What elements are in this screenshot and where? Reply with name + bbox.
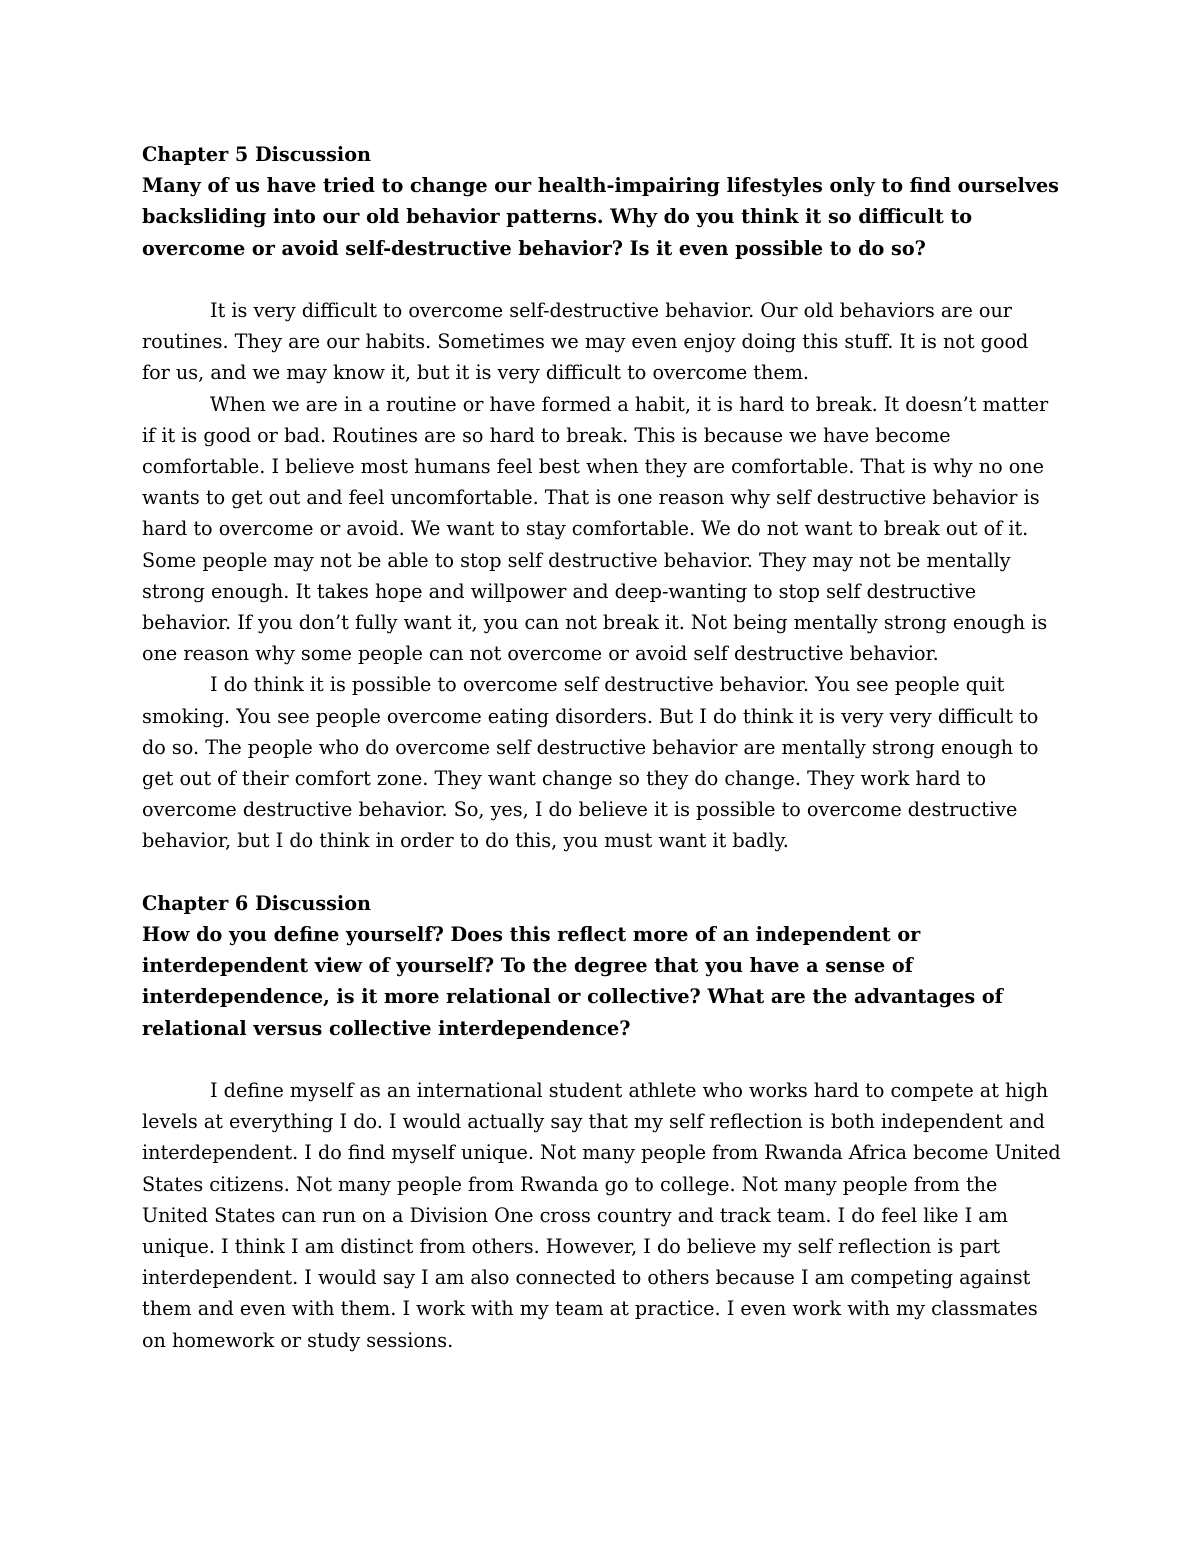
chapter-5-section <box>142 139 1062 857</box>
chapter-6-prompt: How do you define yourself? Does this reflect more of an independent or interdependent view of yourself? To the degree that you have a sense of interdependence, is it more relational or collective? What are the advantages of relational versus collective interdependence? <box>142 923 1003 1040</box>
section-spacer <box>142 857 1062 888</box>
chapter-6-section <box>142 888 1062 1356</box>
chapter-5-heading: Chapter 5 Discussion <box>142 143 371 166</box>
chapter-6-paragraph-1: I define myself as an international student athlete who works hard to compete at high levels at everything I do. I would actually say that my self reflection is both independent and interdependent. I do find myself unique. Not many people from Rwanda Africa become United States citizens. Not many people from Rwanda go to college. Not many people from the United States can run on a Division One cross country and track team. I do feel like I am unique. I think I am distinct from others. However, I do believe my self reflection is part interdependent. I would say I am also connected to others because I am competing against them and even with them. I work with my team at practice. I even work with my classmates on homework or study sessions. <box>142 1079 1061 1352</box>
spacer <box>142 264 1062 295</box>
chapter-6-heading: Chapter 6 Discussion <box>142 891 371 915</box>
chapter-5-prompt: Many of us have tried to change our health-impairing lifestyles only to find ourselves backsliding into our old behavior patterns. Why do you think it so difficult to overcome or avoid self-destructive behavior? Is it even possible to do so? <box>142 174 1059 260</box>
spacer <box>142 1044 1062 1075</box>
chapter-5-paragraph-3: I do think it is possible to overcome self destructive behavior. You see people quit smoking. You see people overcome eating disorders. But I do think it is very very difficult to do so. The people who do overcome self destructive behavior are mentally strong enough to get out of their comfort zone. They want change so they do change. They work hard to overcome destructive behavior. So, yes, I do believe it is possible to overcome destructive behavior, but I do think in order to do this, you must want it badly. <box>142 673 1039 853</box>
chapter-5-paragraph-2: When we are in a routine or have formed a habit, it is hard to break. It doesn’t matter if it is good or bad. Routines are so hard to break. This is because we have become comfortable. I believe most humans feel best when they are comfortable. That is why no one wants to get out and feel uncomfortable. That is one reason why self destructive behavior is hard to overcome or avoid. We want to stay comfortable. We do not want to break out of it. Some people may not be able to stop self destructive behavior. They may not be mentally strong enough. It takes hope and willpower and deep-wanting to stop self destructive behavior. If you don’t fully want it, you can not break it. Not being mentally strong enough is one reason why some people can not overcome or avoid self destructive behavior. <box>142 392 1049 666</box>
chapter-5-paragraph-1: It is very difficult to overcome self-destructive behavior. Our old behaviors are our routines. They are our habits. Sometimes we may even enjoy doing this stuff. It is not good for us, and we may know it, but it is very difficult to overcome them. <box>142 299 1029 385</box>
document-page <box>142 139 1062 1356</box>
